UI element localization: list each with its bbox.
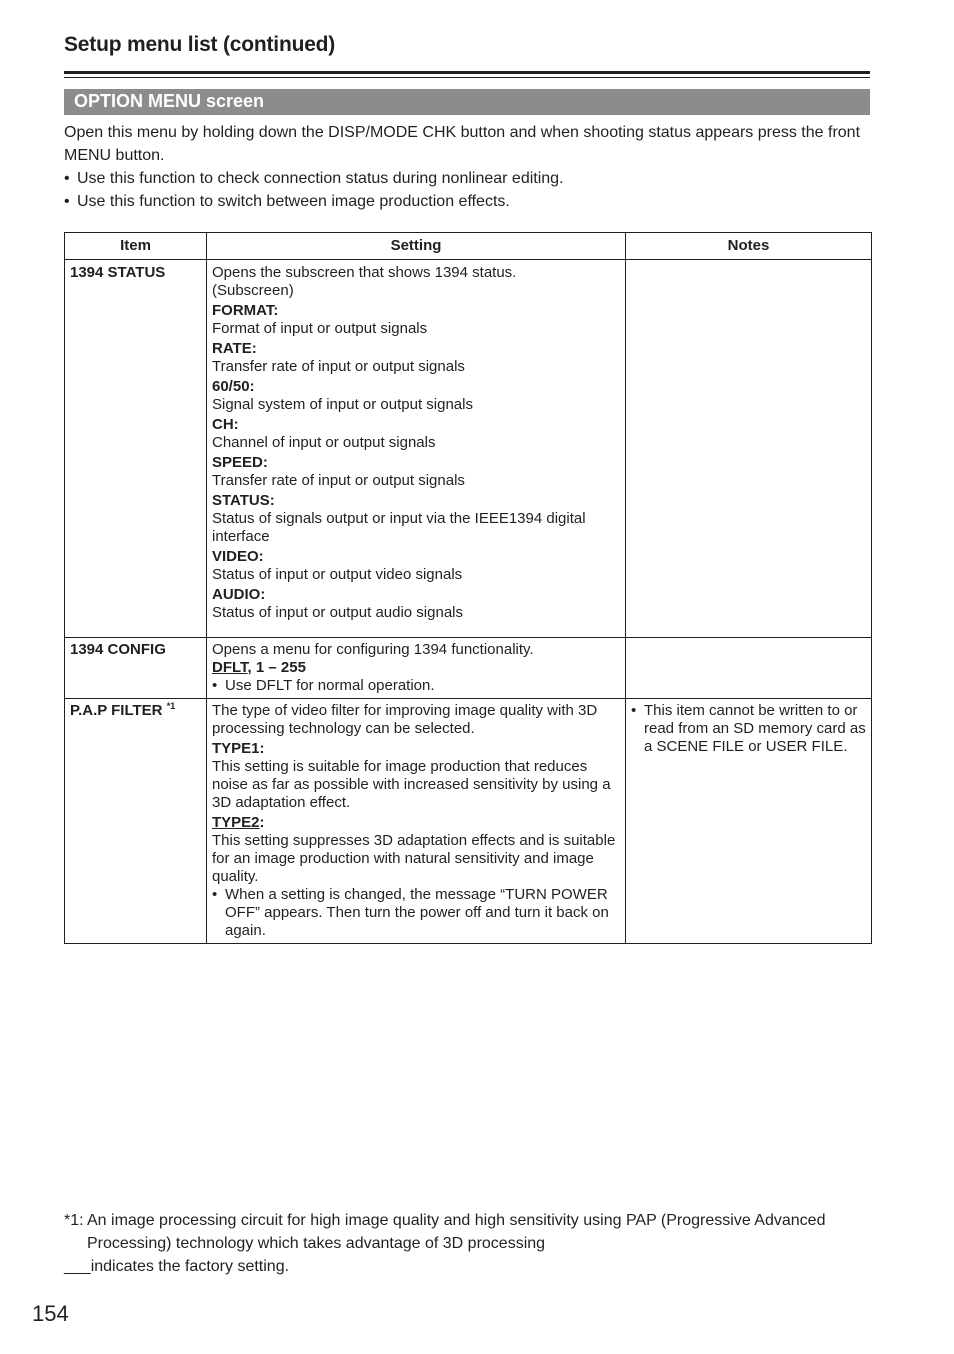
intro-bullet bbox=[64, 190, 870, 213]
factory-setting-note bbox=[64, 1255, 870, 1278]
setting-term: STATUS: bbox=[212, 492, 275, 509]
setting-text: Opens a menu for configuring 1394 functionality. bbox=[212, 641, 534, 658]
intro-bullet-text: Use this function to check connection status during nonlinear editing. bbox=[77, 170, 564, 187]
item-cell bbox=[65, 260, 207, 638]
intro-bullet bbox=[64, 167, 870, 190]
term-colon: : bbox=[259, 814, 265, 831]
factory-setting-text: indicates the factory setting. bbox=[90, 1258, 290, 1275]
setting-term: TYPE1: bbox=[212, 740, 265, 757]
notes-cell bbox=[626, 260, 872, 638]
column-header-setting: Setting bbox=[207, 233, 626, 260]
factory-default-value: TYPE2 bbox=[212, 814, 260, 831]
setting-term: CH: bbox=[212, 416, 239, 433]
bullet-icon: • bbox=[64, 170, 70, 187]
notes-bullet bbox=[631, 702, 867, 756]
setting-values bbox=[212, 659, 621, 677]
setting-term: RATE: bbox=[212, 340, 257, 357]
footnote-mark: *1 bbox=[166, 701, 176, 711]
setting-cell bbox=[207, 638, 626, 699]
item-cell bbox=[65, 699, 207, 944]
item-name: 1394 CONFIG bbox=[70, 641, 166, 658]
setting-desc: This setting is suitable for image production that reduces noise as far as possible with increased sensitivity by using a 3D adaptation effect. bbox=[212, 758, 611, 811]
bullet-icon: • bbox=[212, 886, 218, 903]
setting-bullet-text: When a setting is changed, the message “TURN POWER OFF” appears. Then turn the power off and turn it back on again. bbox=[225, 886, 609, 939]
bullet-icon: • bbox=[212, 677, 218, 694]
footnote-text: An image processing circuit for high image quality and high sensitivity using PAP (Progressive Advanced Processing) technology which takes advantage of 3D processing bbox=[87, 1212, 826, 1252]
setting-text: Opens the subscreen that shows 1394 status. bbox=[212, 264, 517, 281]
setting-term: AUDIO: bbox=[212, 586, 266, 603]
factory-default-value: DFLT bbox=[212, 659, 248, 676]
title-rule-thick bbox=[64, 71, 870, 74]
notes-text: This item cannot be written to or read from an SD memory card as a SCENE FILE or USER FILE. bbox=[644, 702, 866, 755]
setting-range: , 1 – 255 bbox=[247, 659, 306, 676]
item-name: P.A.P FILTER bbox=[70, 702, 163, 719]
notes-cell bbox=[626, 699, 872, 944]
intro-text bbox=[64, 121, 870, 213]
setting-text: The type of video filter for improving image quality with 3D processing technology can be selected. bbox=[212, 702, 598, 737]
setting-desc: Status of input or output audio signals bbox=[212, 604, 464, 621]
footnote-mark: *1: bbox=[64, 1212, 84, 1229]
setting-desc: Format of input or output signals bbox=[212, 320, 428, 337]
setting-desc: This setting suppresses 3D adaptation effects and is suitable for an image production with natural sensitivity and image quality. bbox=[212, 832, 616, 885]
setting-term: 60/50: bbox=[212, 378, 255, 395]
setting-term: SPEED: bbox=[212, 454, 268, 471]
notes-cell bbox=[626, 638, 872, 699]
table-header-row bbox=[65, 233, 872, 260]
page-number: 154 bbox=[32, 1301, 69, 1326]
intro-bullet-text: Use this function to switch between image production effects. bbox=[77, 193, 510, 210]
setting-cell bbox=[207, 699, 626, 944]
footnotes bbox=[64, 1209, 870, 1278]
setting-bullet-text: Use DFLT for normal operation. bbox=[225, 677, 435, 694]
table-row bbox=[65, 260, 872, 638]
setting-text: (Subscreen) bbox=[212, 282, 294, 299]
menu-table bbox=[64, 232, 872, 944]
setting-term: FORMAT: bbox=[212, 302, 279, 319]
column-header-item: Item bbox=[65, 233, 207, 260]
setting-term: VIDEO: bbox=[212, 548, 264, 565]
intro-paragraph: Open this menu by holding down the DISP/MODE CHK button and when shooting status appears press the front MENU button. bbox=[64, 124, 861, 164]
setting-bullet bbox=[212, 677, 621, 695]
table-row bbox=[65, 699, 872, 944]
setting-term bbox=[212, 814, 621, 832]
footnote-item bbox=[64, 1209, 870, 1255]
page-title: Setup menu list (continued) bbox=[64, 33, 336, 56]
setting-desc: Signal system of input or output signals bbox=[212, 396, 473, 413]
setting-bullet bbox=[212, 886, 621, 940]
setting-desc: Status of signals output or input via the IEEE1394 digital interface bbox=[212, 510, 586, 545]
item-name: 1394 STATUS bbox=[70, 264, 166, 281]
title-rule-thin bbox=[64, 77, 870, 78]
bullet-icon: • bbox=[631, 702, 637, 719]
item-cell bbox=[65, 638, 207, 699]
bullet-icon: • bbox=[64, 193, 70, 210]
setting-desc: Status of input or output video signals bbox=[212, 566, 463, 583]
section-heading: OPTION MENU screen bbox=[64, 89, 870, 115]
setting-cell bbox=[207, 260, 626, 638]
column-header-notes: Notes bbox=[626, 233, 872, 260]
setting-desc: Transfer rate of input or output signals bbox=[212, 472, 465, 489]
factory-underline-sample: ___ bbox=[64, 1258, 91, 1275]
table-row bbox=[65, 638, 872, 699]
setting-desc: Channel of input or output signals bbox=[212, 434, 436, 451]
setting-desc: Transfer rate of input or output signals bbox=[212, 358, 465, 375]
